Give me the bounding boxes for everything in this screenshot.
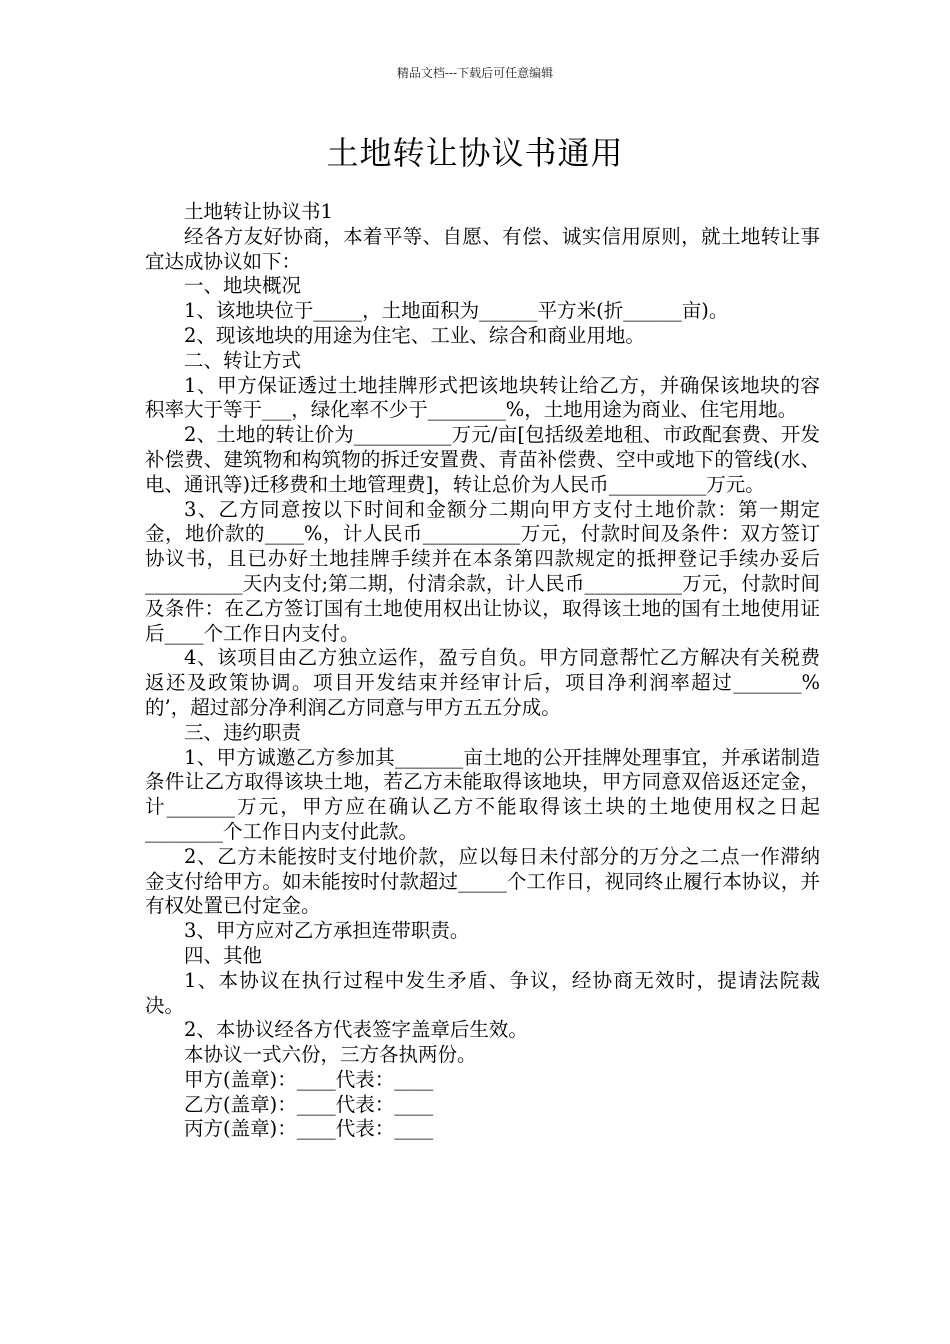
paragraph: 本协议一式六份，三方各执两份。	[184, 1043, 477, 1067]
paragraph: 1、甲方诚邀乙方参加其_______亩土地的公开挂牌处理事宜，并承诺制造条件让乙方取得该块土地，若乙方未能取得该地块，甲方同意双倍返还定金，计_______万元，甲方应在确认乙方不能取得该土块的土地使用权之日起________个工作日内支付此款。	[145, 745, 820, 843]
header-note: 精品文档---下载后可任意编辑	[396, 66, 554, 80]
section-heading: 四、其他	[184, 943, 263, 967]
paragraph: 2、乙方未能按时支付地价款，应以每日未付部分的万分之二点一作滞纳金支付给甲方。如未能按时付款超过_____个工作日，视同终止履行本协议，并有权处置已付定金。	[145, 844, 820, 918]
document-title: 土地转让协议书通用	[326, 134, 624, 172]
section-heading: 一、地块概况	[184, 274, 302, 298]
signature-line: 甲方(盖章)：____代表：____	[184, 1067, 434, 1091]
paragraph: 1、甲方保证透过土地挂牌形式把该地块转让给乙方，并确保该地块的容积率大于等于___，绿化率不少于________%，土地用途为商业、住宅用地。	[145, 373, 820, 422]
paragraph: 2、本协议经各方代表签字盖章后生效。	[184, 1018, 528, 1042]
section-heading: 二、转让方式	[184, 348, 302, 372]
paragraph: 1、本协议在执行过程中发生矛盾、争议，经协商无效时，提请法院裁决。	[145, 968, 820, 1017]
paragraph: 经各方友好协商，本着平等、自愿、有偿、诚实信用原则，就土地转让事宜达成协议如下：	[145, 224, 820, 273]
paragraph: 1、该地块位于_____，土地面积为______平方米(折______亩)。	[184, 299, 729, 323]
paragraph: 3、乙方同意按以下时间和金额分二期向甲方支付土地价款：第一期定金，地价款的____%，计人民币__________万元，付款时间及条件：双方签订协议书，且已办好土地挂牌手续并在本条第四款规定的抵押登记手续办妥后__________天内支付;第二期，付清余款，计人民币__________万元，付款时间及条件：在乙方签订国有土地使用权出让协议，取得该土地的国有土地使用证后____个工作日内支付。	[145, 497, 820, 645]
document-body	[145, 200, 820, 1142]
signature-line: 丙方(盖章)：____代表：____	[184, 1117, 434, 1141]
paragraph: 2、现该地块的用途为住宅、工业、综合和商业用地。	[184, 323, 645, 347]
section-heading: 土地转让协议书1	[184, 200, 333, 223]
paragraph: 3、甲方应对乙方承担连带职责。	[184, 919, 470, 943]
section-heading: 三、违约职责	[184, 720, 302, 744]
signature-line: 乙方(盖章)：____代表：____	[184, 1092, 434, 1116]
paragraph: 2、土地的转让价为__________万元/亩[包括级差地租、市政配套费、开发补偿费、建筑物和构筑物的拆迁安置费、青苗补偿费、空中或地下的管线(水、电、通讯等)迁移费和土地管理费]，转让总价为人民币__________万元。	[145, 423, 820, 496]
paragraph: 4、该项目由乙方独立运作，盈亏自负。甲方同意帮忙乙方解决有关税费返还及政策协调。项目开发结束并经审计后，项目净利润率超过_______%的’，超过部分净利润乙方同意与甲方五五分成。	[145, 646, 820, 719]
